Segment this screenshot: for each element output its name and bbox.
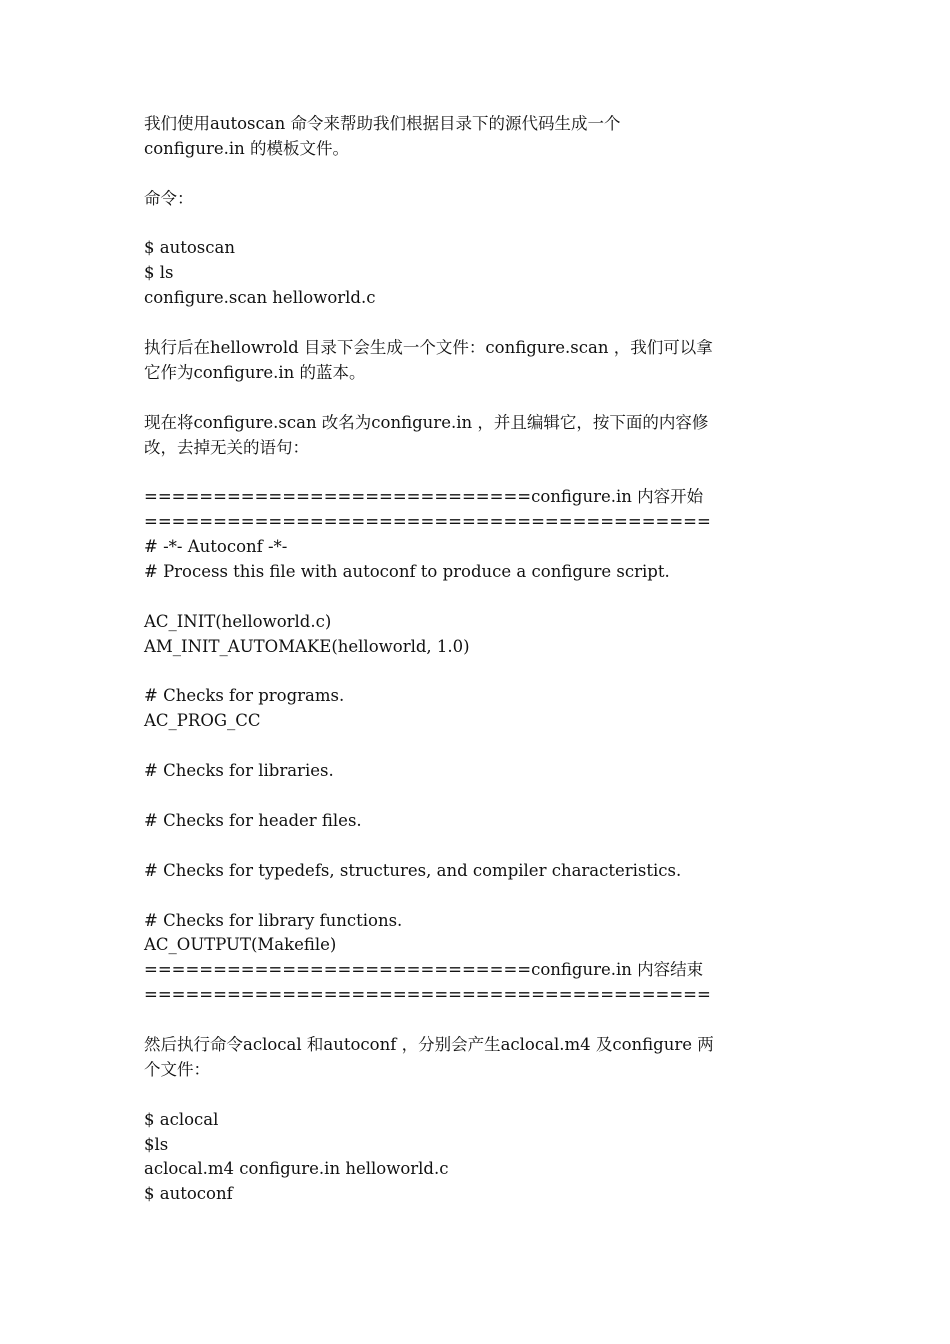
text-line: 然后执行命令aclocal 和autoconf ，分别会产生aclocal.m4 及configure 两 xyxy=(144,1034,714,1054)
output-line: configure.scan helloworld.c xyxy=(144,288,376,308)
code-line: # -*- Autoconf -*- xyxy=(144,537,288,557)
text-line: 现在将configure.scan 改名为configure.in ，并且编辑它，按下面的内容修 xyxy=(144,412,709,432)
blank-line xyxy=(144,162,816,187)
text-line: 命令： xyxy=(144,188,194,208)
code-line: # Checks for typedefs, structures, and compiler characteristics. xyxy=(144,860,682,880)
command-line: $ aclocal xyxy=(144,1109,219,1129)
text-line: configure.in 的模板文件。 xyxy=(144,138,350,158)
blank-line xyxy=(144,386,816,411)
code-line: # Checks for header files. xyxy=(144,810,362,830)
text-line: 个文件： xyxy=(144,1059,210,1079)
code-line: AC_OUTPUT(Makefile) xyxy=(144,935,337,955)
text-line: 我们使用autoscan 命令来帮助我们根据目录下的源代码生成一个 xyxy=(144,114,621,133)
separator-end: ============================configure.in 内容结束 xyxy=(144,960,704,980)
code-line: AC_INIT(helloworld.c) xyxy=(144,611,332,631)
blank-line xyxy=(144,311,816,336)
blank-line xyxy=(144,834,816,859)
code-line: AC_PROG_CC xyxy=(144,711,261,731)
command-line: $ ls xyxy=(144,263,174,283)
blank-line xyxy=(144,1083,816,1108)
separator-line: ========================================= xyxy=(144,512,711,532)
command-line: $ autoscan xyxy=(144,238,235,258)
separator-line: ========================================= xyxy=(144,985,711,1005)
text-line: 它作为configure.in 的蓝本。 xyxy=(144,362,366,382)
code-line: # Checks for programs. xyxy=(144,686,345,706)
output-line: aclocal.m4 configure.in helloworld.c xyxy=(144,1159,449,1179)
code-line: # Process this file with autoconf to produce a configure script. xyxy=(144,562,670,582)
text-line: 改，去掉无关的语句： xyxy=(144,437,309,457)
command-line: $ autoconf xyxy=(144,1184,233,1204)
command-line: $ls xyxy=(144,1134,169,1154)
blank-line xyxy=(144,460,816,485)
blank-line xyxy=(144,212,816,237)
text-line: 执行后在hellowrold 目录下会生成一个文件：configure.scan ，我们可以拿 xyxy=(144,338,713,358)
code-line: # Checks for library functions. xyxy=(144,910,403,930)
blank-line xyxy=(144,884,816,909)
code-line: # Checks for libraries. xyxy=(144,761,334,781)
blank-line xyxy=(144,1008,816,1033)
blank-line xyxy=(144,784,816,809)
blank-line xyxy=(144,660,816,685)
blank-line xyxy=(144,734,816,759)
code-line: AM_INIT_AUTOMAKE(helloworld, 1.0) xyxy=(144,636,470,656)
document-page xyxy=(144,112,816,1207)
blank-line xyxy=(144,585,816,610)
separator-start: ============================configure.in 内容开始 xyxy=(144,487,704,507)
